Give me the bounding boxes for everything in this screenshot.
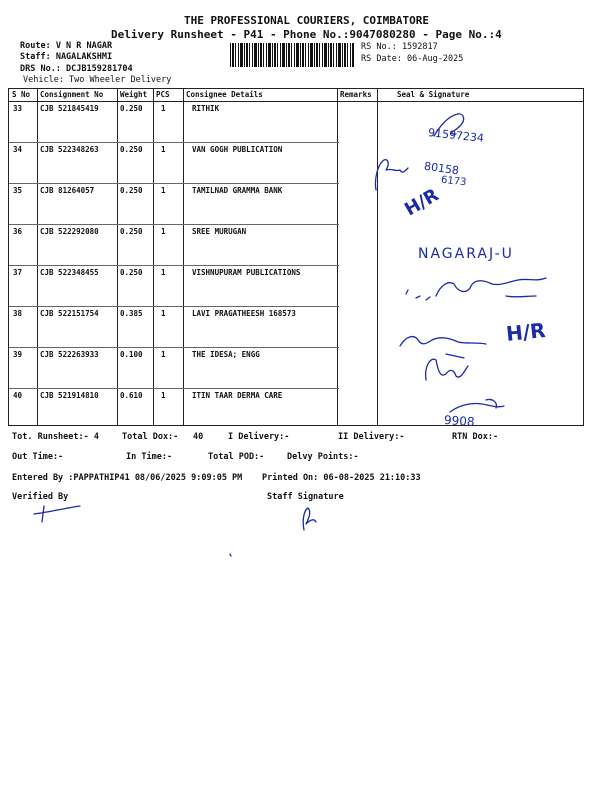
out-time-label: Out Time:- xyxy=(12,452,64,462)
delvy-points-label: Delvy Points:- xyxy=(287,452,359,462)
rs-number: RS No.: 1592817 xyxy=(361,42,438,52)
signature-scribble-4 xyxy=(396,326,506,352)
col-seal-signature: Seal & Signature xyxy=(397,90,470,99)
ink-dot xyxy=(226,550,236,560)
total-pod-label: Total POD:- xyxy=(208,452,265,462)
rs-date: RS Date: 06-Aug-2025 xyxy=(361,54,464,64)
vehicle-label: Vehicle: Two Wheeler Delivery xyxy=(23,75,172,85)
total-runsheet: Tot. Runsheet:- 4 xyxy=(12,432,99,442)
handwritten-number-4: 9908 xyxy=(443,412,475,430)
handwritten-hr-2: H/R xyxy=(504,318,547,346)
runsheet-table: S No Consignment No Weight PCS Consignee Details Remarks Seal & Signature 33 CJB 521845419 0.250 1 RITHIK 34 CJB 522348263 0.250 1 VAN GOGH PUBLICATION 35 CJB 81264057 0.250 1 TAMILNAD GRAMMA BANK 36 CJB 522292080 0.250 1 SREE MURUGAN 37 CJB 522348455 0.250 1 VISHNUPURAM PUBLICATIONS 38 CJB 522151754 0.385 1 LAVI PRAGATHEESH 168573 39 CJB 522263933 0.100 1 THE IDESA; ENGG 40 CJB 521914810 0.610 1 ITIN TAAR DERMA CARE xyxy=(8,88,584,426)
i-delivery-label: I Delivery:- xyxy=(228,432,290,442)
handwritten-number-3: 6173 xyxy=(440,174,467,189)
handwritten-name: NAGARAJ-U xyxy=(418,246,514,262)
total-dox-value: 40 xyxy=(193,432,204,442)
signature-scribble-3 xyxy=(396,266,556,306)
total-dox-label: Total Dox:- xyxy=(122,432,179,442)
col-consignment: Consignment No xyxy=(40,90,104,99)
ii-delivery-label: II Delivery:- xyxy=(338,432,405,442)
signature-scribble-5 xyxy=(420,350,480,390)
rtn-dox-label: RTN Dox:- xyxy=(452,432,499,442)
staff-label: Staff: NAGALAKSHMI xyxy=(20,52,113,62)
printed-on: Printed On: 06-08-2025 21:10:33 xyxy=(262,473,421,483)
col-consignee: Consignee Details xyxy=(186,90,263,99)
handwritten-number-1: 91597234 xyxy=(427,126,485,145)
col-sno: S No xyxy=(12,90,31,99)
staff-signature-label: Staff Signature xyxy=(267,492,344,502)
staff-signature xyxy=(296,504,326,534)
col-remarks: Remarks xyxy=(340,90,372,99)
col-weight: Weight xyxy=(120,90,148,99)
verified-by-label: Verified By xyxy=(12,492,69,502)
company-name: THE PROFESSIONAL COURIERS, COIMBATORE xyxy=(184,14,430,27)
drs-number: DRS No.: DCJB159281704 xyxy=(20,64,133,74)
barcode xyxy=(230,43,354,67)
route-label: Route: V N R NAGAR xyxy=(20,41,113,51)
signature-scribble-2 xyxy=(370,150,420,195)
handwritten-number-2: 80158 xyxy=(423,159,460,178)
verified-signature xyxy=(30,500,90,526)
col-pcs: PCS xyxy=(156,90,170,99)
handwritten-hr-1: H/R xyxy=(401,184,443,221)
in-time-label: In Time:- xyxy=(126,452,173,462)
runsheet-title: Delivery Runsheet - P41 - Phone No.:9047080280 - Page No.:4 xyxy=(111,28,502,41)
entered-by: Entered By :PAPPATHIP41 08/06/2025 9:09:05 PM xyxy=(12,473,243,483)
